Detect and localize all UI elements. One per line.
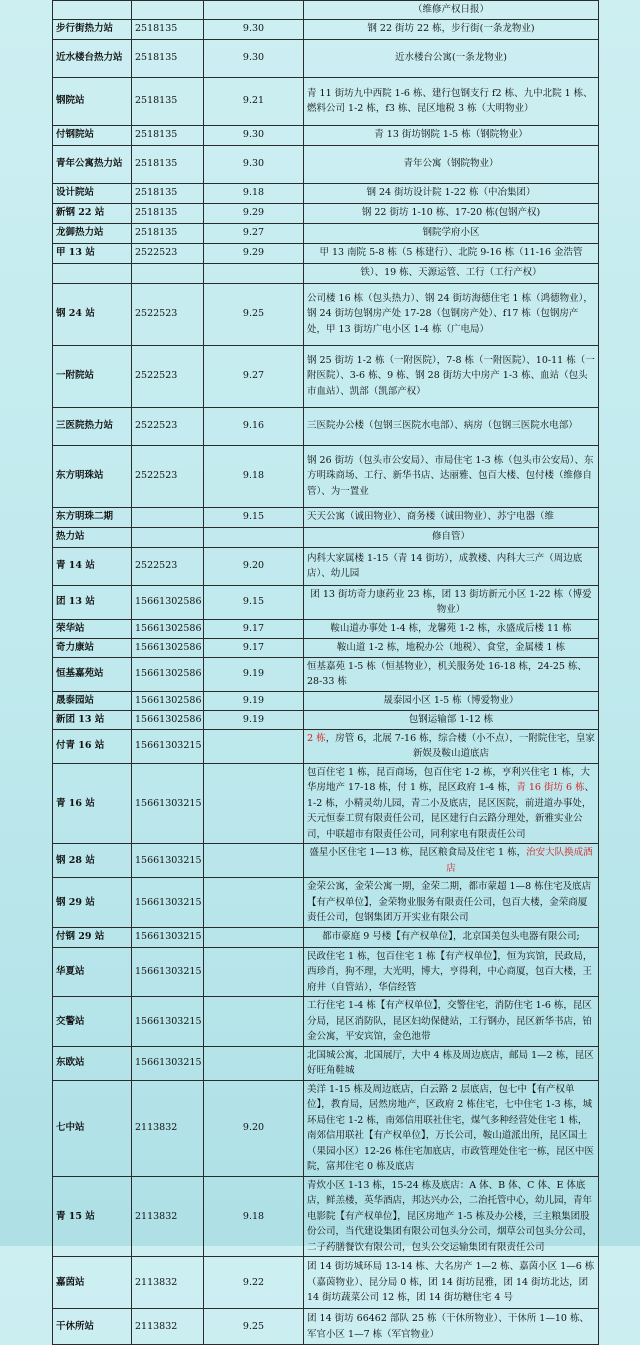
- heating-date: 9.17: [204, 638, 304, 657]
- service-area: [304, 763, 599, 844]
- heating-date: [204, 1046, 304, 1080]
- heating-date: 9.17: [204, 619, 304, 638]
- station-name: 荣华站: [53, 619, 132, 638]
- station-phone: 2518135: [132, 19, 204, 39]
- heating-date: 9.30: [204, 145, 304, 183]
- table-row: [53, 345, 599, 407]
- area-text: 盛星小区住宅 1—13 栋，昆区粮食局及住宅 1 栋，: [309, 847, 527, 858]
- service-area: 钢 22 街坊 1-10 栋、17-20 栋(包钢产权): [304, 203, 599, 223]
- heating-date: [204, 997, 304, 1047]
- heating-date: [204, 878, 304, 928]
- service-area: 钢 24 街坊设计院 1-22 栋（中冶集团）: [304, 183, 599, 203]
- area-text: 包百住宅 1 栋，昆百商场，包百住宅 1-2 栋，亨利兴住宅 1 栋，大华房地产 17-18 栋，付 1 栋，昆区政府 1-4 栋，: [307, 766, 591, 793]
- station-phone: 2522523: [132, 445, 204, 507]
- station-phone: 15661302586: [132, 638, 204, 657]
- area-text: ，房管 6，北展 7-16 栋，综合楼（小不点），一附院住宅，皇家新娱及鞍山道底店: [325, 732, 595, 759]
- station-phone: 2113832: [132, 1080, 204, 1176]
- service-area: 青 11 街坊九中西院 1-6 栋、建行包钢支行 f2 栋、九中北院 1 栋、燃料公司 1-2 栋，f3 栋、昆区地税 3 栋（大明物业）: [304, 77, 599, 125]
- station-name: 钢 24 站: [53, 283, 132, 345]
- service-area: 天天公寓（诚田物业）、商务楼（诚田物业）、苏宁电器（维: [304, 507, 599, 527]
- table-row: [53, 1257, 599, 1309]
- station-phone: 2522523: [132, 547, 204, 585]
- service-area: 团 14 街坊城环局 13-14 栋、大名房产 1—2 栋、嘉茵小区 1—6 栋（嘉茵物业）、昆分局 0 栋，团 14 街坊昆雅，团 14 街坊北达，团 14 街坊蔬菜公司 12 栋，团 14 街坊糖住宅 4 号: [304, 1257, 599, 1309]
- station-phone: 2113832: [132, 1257, 204, 1309]
- area-text: 美洋 1-15 栋及周边底店，白云路 2 层底店，包七中【有产权单位】，教育局，居然房地产，区政府 2 栋住宅，七中住宅 1-3 栋，城环局住宅 1-2 栋，南郊信用联社住宅，煤气多种经营处住宅 1 栋，南郊信用联社【有产权单位】，万长公司，鞍山道派出所，昆区国土（果园小区）12-26 栋住宅加底店，市政管理处住宅一栋，昆区中医院，富邦住宅 0 栋及底店: [307, 1083, 594, 1172]
- station-name: 甲 13 站: [53, 243, 132, 263]
- service-area: 团 13 街坊奇力康药业 23 栋，团 13 街坊新元小区 1-22 栋（博爱物业）: [304, 585, 599, 619]
- service-area: 三医院办公楼（包钢三医院水电部）、病房（包钢三医院水电部）: [304, 407, 599, 445]
- service-area: 修自管）: [304, 527, 599, 547]
- area-text: 青炊小区 1-13 栋，15-24 栋及底店：A 体、B 体、C 体、E 体底店，鲜羔楼，英华酒店，邦达兴办公，二治托管中心，幼儿园，青年电影院【有产权单位】，昆区房地产 1-5 栋及办公楼，三主粮集团股份公司，当代建设集团有限公司包头分公司，烟草公司包头分公司，二子药膳餐饮有限公司，包头公交运输集团有限责任公司: [307, 1179, 593, 1253]
- service-area: 鞍山道 1-2 栋，地税办公（地税）、食堂，金属楼 1 栋: [304, 638, 599, 657]
- table-row: [53, 145, 599, 183]
- heating-date: [204, 729, 304, 763]
- station-phone: 15661303215: [132, 997, 204, 1047]
- heating-station-sheet: [52, 0, 598, 1345]
- table-row: [53, 547, 599, 585]
- service-area: [304, 1046, 599, 1080]
- station-name: 钢 28 站: [53, 844, 132, 878]
- heating-date: [204, 527, 304, 547]
- station-phone: 2518135: [132, 183, 204, 203]
- station-name: 设计院站: [53, 183, 132, 203]
- station-name: 青 14 站: [53, 547, 132, 585]
- heating-date: 9.18: [204, 183, 304, 203]
- heating-date: 9.27: [204, 223, 304, 243]
- station-phone: 2113832: [132, 1176, 204, 1257]
- table-row: [53, 125, 599, 145]
- station-name: 付钢 29 站: [53, 927, 132, 947]
- heating-date: [204, 844, 304, 878]
- station-name: 青 15 站: [53, 1176, 132, 1257]
- station-phone: 2522523: [132, 243, 204, 263]
- table-row: [53, 243, 599, 263]
- heating-date: 9.30: [204, 125, 304, 145]
- station-phone: 15661302586: [132, 710, 204, 729]
- service-area: 钢 25 街坊 1-2 栋（一附医院），7-8 栋（一附医院）、10-11 栋（一附医院）、3-6 栋、9 栋、钢 28 街坊大中房产 1-3 栋、血站（包头市血站）、凯部（凯部产权）: [304, 345, 599, 407]
- heating-date: [204, 947, 304, 997]
- station-name: 团 13 站: [53, 585, 132, 619]
- heating-date: 9.21: [204, 77, 304, 125]
- station-name: 恒基嘉苑站: [53, 657, 132, 691]
- station-phone: 2518135: [132, 125, 204, 145]
- station-phone: 2522523: [132, 283, 204, 345]
- station-name: 付青 16 站: [53, 729, 132, 763]
- station-phone: [132, 263, 204, 283]
- station-phone: 2518135: [132, 39, 204, 77]
- service-area: [304, 1080, 599, 1176]
- station-phone: 15661302586: [132, 691, 204, 710]
- service-area: 钢院学府小区: [304, 223, 599, 243]
- station-phone: 15661303215: [132, 1046, 204, 1080]
- heating-date: 9.30: [204, 39, 304, 77]
- table-row: [53, 283, 599, 345]
- table-row: [53, 19, 599, 39]
- service-area: 青 13 街坊钢院 1-5 栋（钢院物业）: [304, 125, 599, 145]
- station-name: 青 16 站: [53, 763, 132, 844]
- table-row: [53, 223, 599, 243]
- service-area: [304, 729, 599, 763]
- table-row: [53, 619, 599, 638]
- station-name: 东方明珠二期: [53, 507, 132, 527]
- table-row: [53, 203, 599, 223]
- station-name: 一附院站: [53, 345, 132, 407]
- heating-date: 9.30: [204, 19, 304, 39]
- station-phone: [132, 527, 204, 547]
- table-row: [53, 183, 599, 203]
- station-name: 晟泰园站: [53, 691, 132, 710]
- heating-date: [204, 927, 304, 947]
- service-area: [304, 844, 599, 878]
- area-text: 金荣公寓，金荣公寓一期，金荣二期，都市蒙超 1—8 栋住宅及底店【有产权单位】，金荣物业服务有限责任公司，包百大楼，金荣商厦责任公司，包钢集团万开实业有限公司: [307, 881, 592, 923]
- station-name: 步行街热力站: [53, 19, 132, 39]
- station-phone: 15661302586: [132, 619, 204, 638]
- heating-date: 9.19: [204, 657, 304, 691]
- station-name: 近水楼台热力站: [53, 39, 132, 77]
- service-area: [304, 878, 599, 928]
- station-name: 热力站: [53, 527, 132, 547]
- table-row: [53, 657, 599, 691]
- station-name: [53, 1, 132, 20]
- table-row: [53, 1, 599, 20]
- area-text: 北国城公寓，北国展厅，大中 4 栋及周边底店，邮局 1—2 栋，昆区好旺角鞋城: [307, 1049, 594, 1076]
- station-phone: 15661303215: [132, 729, 204, 763]
- service-area: 团 14 街坊 66462 部队 25 栋（干休所物业）、干休所 1—10 栋、军官小区 1—7 栋（军官物业）: [304, 1309, 599, 1345]
- station-name: 新钢 22 站: [53, 203, 132, 223]
- heating-date: [204, 763, 304, 844]
- station-name: 华夏站: [53, 947, 132, 997]
- heating-date: 9.29: [204, 203, 304, 223]
- heating-date: 9.18: [204, 445, 304, 507]
- station-phone: 2518135: [132, 223, 204, 243]
- station-phone: 15661303215: [132, 844, 204, 878]
- heating-date: 9.22: [204, 1257, 304, 1309]
- heating-date: 9.25: [204, 283, 304, 345]
- station-name: 交警站: [53, 997, 132, 1047]
- service-area: 内科大家属楼 1-15（青 14 街坊），成教楼、内科大三产（周边底店）、幼儿园: [304, 547, 599, 585]
- table-row: [53, 507, 599, 527]
- table-row: [53, 585, 599, 619]
- station-name: [53, 263, 132, 283]
- station-phone: 15661303215: [132, 763, 204, 844]
- table-row: [53, 997, 599, 1047]
- station-phone: 15661302586: [132, 657, 204, 691]
- table-row: [53, 729, 599, 763]
- station-name: 嘉茵站: [53, 1257, 132, 1309]
- service-area: （维修产权日报）: [304, 1, 599, 20]
- station-name: 东方明珠站: [53, 445, 132, 507]
- service-area: 公司楼 16 栋（包头热力）、钢 24 街坊海德住宅 1 栋（鸿德物业），钢 24 街坊包钢房产处 17-28（包钢房产处）、f17 栋（包钢房产处，甲 13 街坊广电小区 1-4 栋（广电局）: [304, 283, 599, 345]
- table-row: [53, 638, 599, 657]
- station-name: 钢 29 站: [53, 878, 132, 928]
- table-row: [53, 445, 599, 507]
- service-area: 包钢运输部 1-12 栋: [304, 710, 599, 729]
- table-row: [53, 878, 599, 928]
- service-area: 青年公寓（钢院物业）: [304, 145, 599, 183]
- station-phone: 2518135: [132, 203, 204, 223]
- service-area: 近水楼台公寓(一条龙物业): [304, 39, 599, 77]
- station-name: 东欧站: [53, 1046, 132, 1080]
- station-name: 新团 13 站: [53, 710, 132, 729]
- service-area: 铁）、19 栋、天源运管、工行（工行产权）: [304, 263, 599, 283]
- table-row: [53, 710, 599, 729]
- station-phone: 2113832: [132, 1309, 204, 1345]
- table-row: [53, 77, 599, 125]
- station-name: 奇力康站: [53, 638, 132, 657]
- service-area: 钢 22 街坊 22 栋，步行街(一条龙物业): [304, 19, 599, 39]
- station-phone: 2522523: [132, 345, 204, 407]
- station-name: 青年公寓热力站: [53, 145, 132, 183]
- heating-date: 9.20: [204, 1080, 304, 1176]
- station-phone: 2522523: [132, 407, 204, 445]
- station-phone: 15661303215: [132, 927, 204, 947]
- highlighted-text: 治安大队换成酒店: [446, 847, 593, 874]
- station-phone: 2518135: [132, 77, 204, 125]
- table-row: [53, 263, 599, 283]
- service-area: 甲 13 南院 5-8 栋（5 栋建行）、北院 9-16 栋（11-16 金浩管: [304, 243, 599, 263]
- heating-date: [204, 1, 304, 20]
- heating-date: 9.29: [204, 243, 304, 263]
- area-text: 都市豪庭 9 号楼【有产权单位】，北京国美包头电器有限公司;: [322, 931, 580, 943]
- service-area: 晟泰园小区 1-5 栋（博爱物业）: [304, 691, 599, 710]
- highlighted-text: 2 栋: [307, 732, 326, 744]
- heating-date: 9.19: [204, 710, 304, 729]
- station-name: 龙御热力站: [53, 223, 132, 243]
- area-text: 、1-2 栋，小精灵幼儿园，青二小及底店，昆区医院，前进道办事处，天元恒泰工贸有限责任公司，昆区建行白云路分理处，新雅实业公司，中联超市有限责任公司，同利家电有限责任公司: [307, 782, 595, 840]
- table-row: [53, 1176, 599, 1257]
- table-row: [53, 691, 599, 710]
- heating-date: 9.25: [204, 1309, 304, 1345]
- table-row: [53, 927, 599, 947]
- station-phone: [132, 507, 204, 527]
- heating-date: 9.19: [204, 691, 304, 710]
- heating-date: 9.15: [204, 585, 304, 619]
- heating-date: 9.16: [204, 407, 304, 445]
- service-area: [304, 927, 599, 947]
- heating-station-table: [52, 0, 599, 1345]
- station-name: 钢院站: [53, 77, 132, 125]
- heating-date: 9.27: [204, 345, 304, 407]
- station-phone: 15661302586: [132, 585, 204, 619]
- station-phone: 15661303215: [132, 947, 204, 997]
- table-row: [53, 527, 599, 547]
- heating-date: [204, 263, 304, 283]
- table-row: [53, 947, 599, 997]
- station-phone: 2518135: [132, 145, 204, 183]
- station-name: 三医院热力站: [53, 407, 132, 445]
- table-row: [53, 1046, 599, 1080]
- area-text: 民政住宅 1 栋，包百住宅 1 栋【有产权单位】，恒为宾馆，民政局，西珍肖，狗不理，大光明，博大，亨得利，中心商厦，包百大楼，王府井（自管站），华信经管: [307, 950, 593, 993]
- table-row: [53, 763, 599, 844]
- highlighted-text: 青 16 街坊 6 栋: [516, 782, 585, 793]
- table-row: [53, 407, 599, 445]
- station-name: 干休所站: [53, 1309, 132, 1345]
- service-area: [304, 997, 599, 1047]
- table-row: [53, 844, 599, 878]
- service-area: 钢 26 街坊（包头市公安局）、市局住宅 1-3 栋（包头市公安局）、东方明珠商场、工行、新华书店、达丽雅、包百大楼、包付楼（维修自管）、为一置业: [304, 445, 599, 507]
- table-row: [53, 1080, 599, 1176]
- area-text: 工行住宅 1-4 栋【有产权单位】，交警住宅，消防住宅 1-6 栋，昆区分局，昆区消防队，昆区妇幼保健站，工行钢办，昆区新华书店，铂金公寓，平安宾馆，金色池带: [307, 1000, 593, 1042]
- heating-date: 9.20: [204, 547, 304, 585]
- service-area: [304, 1176, 599, 1257]
- heating-date: 9.15: [204, 507, 304, 527]
- service-area: 恒基嘉苑 1-5 栋（恒基物业），机关服务处 16-18 栋，24-25 栋、28-33 栋: [304, 657, 599, 691]
- station-phone: 15661303215: [132, 878, 204, 928]
- service-area: [304, 947, 599, 997]
- service-area: 鞍山道办事处 1-4 栋，龙馨苑 1-2 栋，永盛成后楼 11 栋: [304, 619, 599, 638]
- heating-date: 9.18: [204, 1176, 304, 1257]
- table-row: [53, 1309, 599, 1345]
- station-name: 付钢院站: [53, 125, 132, 145]
- table-row: [53, 39, 599, 77]
- station-name: 七中站: [53, 1080, 132, 1176]
- station-phone: [132, 1, 204, 20]
